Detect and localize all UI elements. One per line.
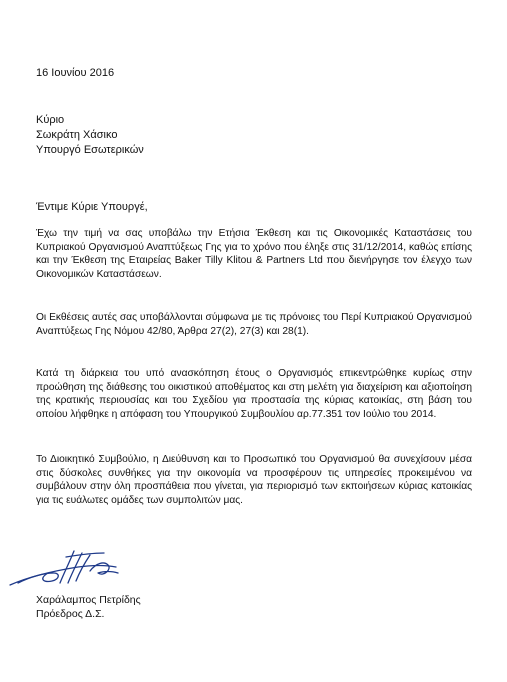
recipient-line-1: Κύριο (36, 114, 65, 126)
signer-title: Πρόεδρος Δ.Σ. (36, 608, 105, 620)
signature-stroke-tail (90, 563, 118, 574)
body-paragraph-1: Έχω την τιμή να σας υποβάλω την Ετήσια Έκθεση και τις Οικονομικές Καταστάσεις του Κυπριακού Οργανισμού Αναπτύξεως Γης για το χρόνο που έληξε στις 31/12/2014, καθώς επίσης και την Έκθεση της Εταιρείας Baker Tilly Klitou & Partners Ltd που διενήργησε τον έλεγχο των Οικονομικών Καταστάσεων. (36, 228, 472, 280)
letter-date: 16 Ιουνίου 2016 (36, 67, 115, 79)
signature-stroke-loop (18, 573, 58, 583)
signer-block (36, 593, 141, 621)
recipient-name: Σωκράτη Χάσικο (36, 129, 118, 141)
recipient-title: Υπουργό Εσωτερικών (36, 144, 144, 156)
body-paragraph-3: Κατά τη διάρκεια του υπό ανασκόπηση έτους ο Οργανισμός επικεντρώθηκε κυρίως στην προώθηση της διάθεσης του οικιστικού αποθέματος και στη μελέτη για διαχείριση και αξιοποίηση της κρατικής περιουσίας και του Σχεδίου για προστασία της κύριας κατοικίας, στη βάση του οποίου λήφθηκε η απόφαση του Υπουργικού Συμβουλίου αρ.77.351 τον Ιούλιο του 2014. (36, 368, 472, 420)
handwritten-signature (8, 547, 126, 595)
signer-name: Χαράλαμπος Πετρίδης (36, 594, 141, 606)
salutation: Έντιμε Κύριε Υπουργέ, (36, 201, 148, 213)
body-paragraph-2: Οι Εκθέσεις αυτές σας υποβάλλονται σύμφωνα με τις πρόνοιες του Περί Κυπριακού Οργανισμού Αναπτύξεως Γης Νόμου 42/80, Άρθρα 27(2), 27(3) και 28(1). (36, 312, 472, 337)
body-paragraph-4: Το Διοικητικό Συμβούλιο, η Διεύθυνση και το Προσωπικό του Οργανισμού θα συνεχίσουν μέσα στις δύσκολες συνθήκες για την οικονομία να προσφέρουν τις υπηρεσίες προκειμένου να συμβάλουν στην όλη προσπάθεια που γίνεται, για περιορισμό των εκποιήσεων κύριας κατοικίας για τις ευάλωτες ομάδες των συμπολιτών μας. (36, 454, 472, 506)
signature-stroke-upright-3 (76, 555, 90, 581)
recipient-block (36, 113, 144, 158)
